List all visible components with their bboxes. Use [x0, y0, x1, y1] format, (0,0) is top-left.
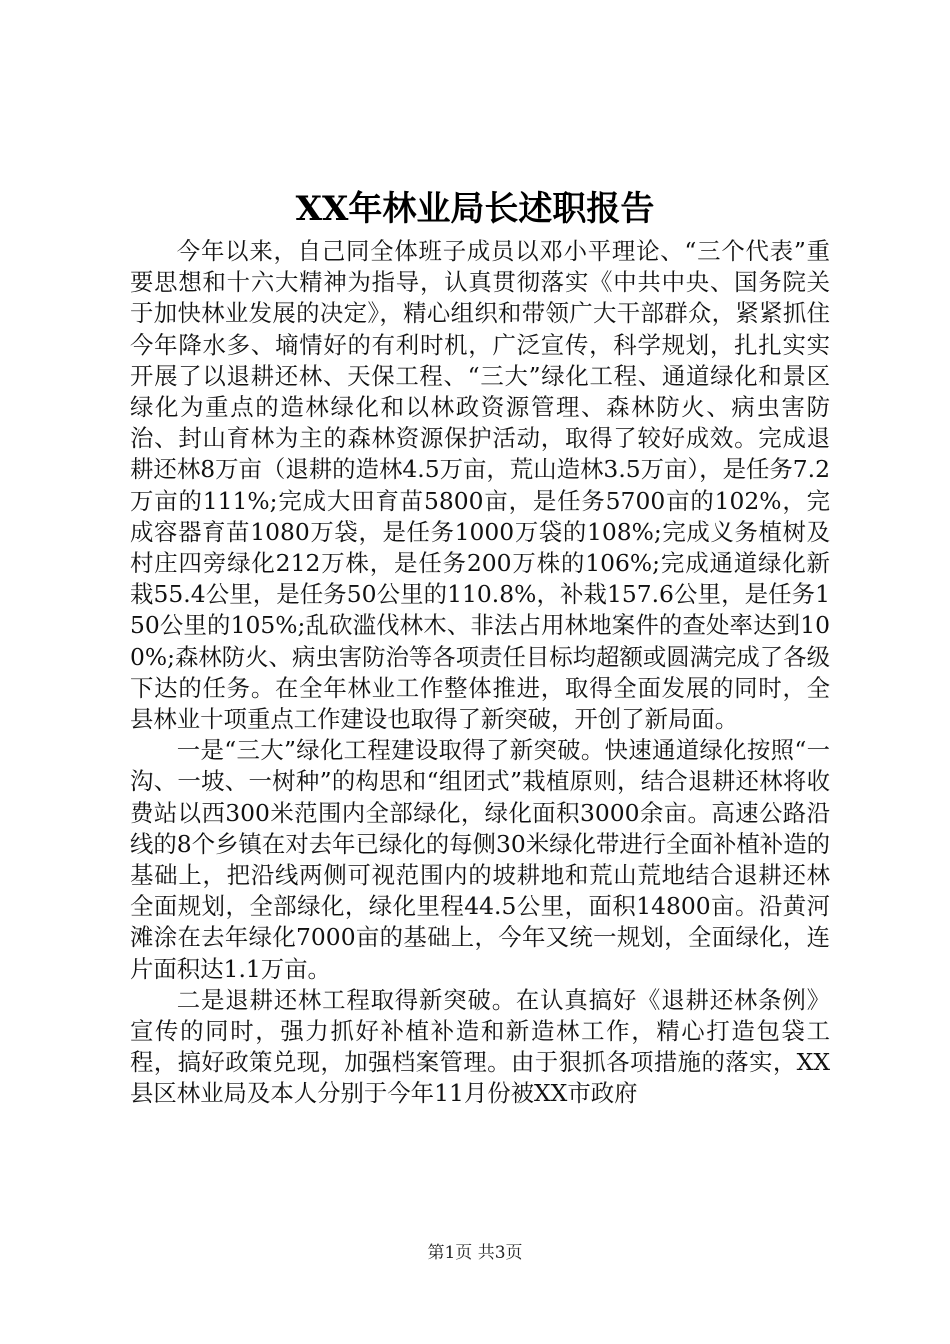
document-title: XX年林业局长述职报告 — [295, 189, 655, 229]
paragraph-green-project: 一是“三大”绿化工程建设取得了新突破。快速通道绿化按照“一沟、一坡、一树种”的构思和“组团式”栽植原则，结合退耕还林将收费站以西300米范围内全部绿化，绿化面积3000余亩。高速公路沿线的8个乡镇在对去年已绿化的每侧30米绿化带进行全面补植补造的基础上，把沿线两侧可视范围内的坡耕地和荒山荒地结合退耕还林全面规划，全部绿化，绿化里程44.5公里，面积14800亩。沿黄河滩涂在去年绿化7000亩的基础上，今年又统一规划，全面绿化，连片面积达1.1万亩。 — [130, 736, 830, 983]
paragraph-reforestation: 二是退耕还林工程取得新突破。在认真搞好《退耕还林条例》宣传的同时，强力抓好补植补造和新造林工作，精心打造包袋工程，搞好政策兑现，加强档案管理。由于狠抓各项措施的落实，XX县区林业局及本人分别于今年11月份被XX市政府 — [130, 985, 830, 1108]
page-number-footer: 第1页 共3页 — [427, 1243, 523, 1263]
document-body — [130, 236, 830, 1110]
paragraph-intro: 今年以来，自己同全体班子成员以邓小平理论、“三个代表”重要思想和十六大精神为指导，认真贯彻落实《中共中央、国务院关于加快林业发展的决定》，精心组织和带领广大干部群众，紧紧抓住今年降水多、墒情好的有利时机，广泛宣传，科学规划，扎扎实实开展了以退耕还林、天保工程、“三大”绿化工程、通道绿化和景区绿化为重点的造林绿化和以林政资源管理、森林防火、病虫害防治、封山育林为主的森林资源保护活动，取得了较好成效。完成退耕还林8万亩（退耕的造林4.5万亩，荒山造林3.5万亩），是任务7.2万亩的111%;完成大田育苗5800亩，是任务5700亩的102%，完成容器育苗1080万袋，是任务1000万袋的108%;完成义务植树及村庄四旁绿化212万株，是任务200万株的106%;完成通道绿化新栽55.4公里，是任务50公里的110.8%，补栽157.6公里，是任务150公里的105%;乱砍滥伐林木、非法占用林地案件的查处率达到100%;森林防火、病虫害防治等各项责任目标均超额或圆满完成了各级下达的任务。在全年林业工作整体推进，取得全面发展的同时，全县林业十项重点工作建设也取得了新突破，开创了新局面。 — [130, 237, 830, 734]
